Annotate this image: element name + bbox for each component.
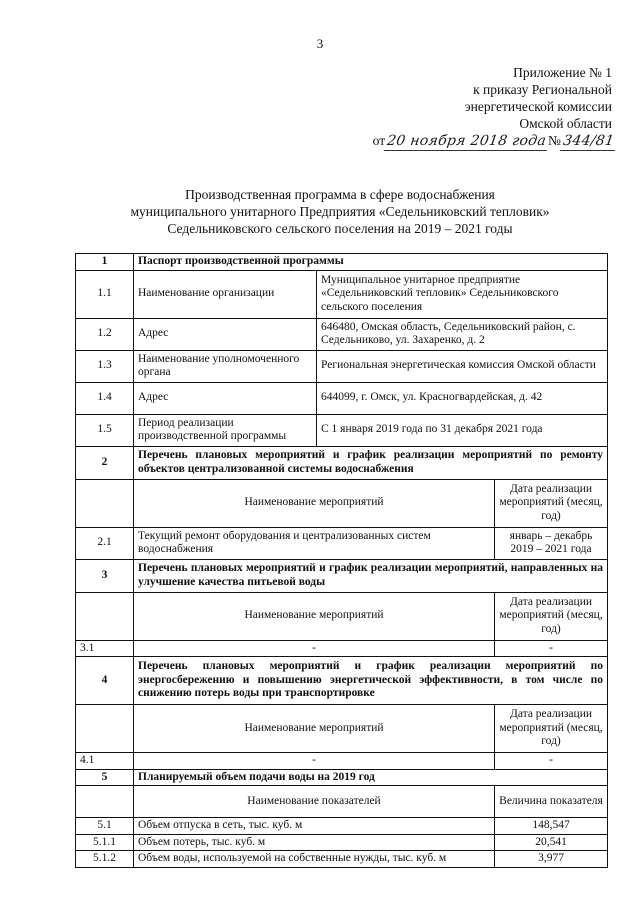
column-header-row xyxy=(76,786,608,818)
column-header-name: Наименование показателей xyxy=(134,786,495,818)
handwritten-number: 344/81 xyxy=(560,133,618,151)
row-number: 4.1 xyxy=(76,753,134,770)
column-header-value: Величина показателя xyxy=(495,786,608,818)
title-line-2: муниципального унитарного Предприятия «Седельниковский тепловик» xyxy=(130,204,550,219)
row-label: Период реализации производственной программы xyxy=(134,414,317,446)
row-number: 3.1 xyxy=(76,640,134,657)
appendix-line-2: к приказу Региональной xyxy=(473,82,612,97)
empty-cell xyxy=(76,705,134,753)
row-number: 1.1 xyxy=(76,270,134,318)
row-value: Региональная энергетическая комиссия Омской области xyxy=(317,350,608,382)
section-title: Перечень плановых мероприятий и график реализации мероприятий по энергосбережению и повышению энергетической эффективности, в том числе по снижению потерь воды при транспортировке xyxy=(134,657,608,705)
row-number: 5.1.1 xyxy=(76,834,134,851)
section-title: Перечень плановых мероприятий и график реализации мероприятий по ремонту объектов централизованной системы водоснабжения xyxy=(134,446,608,479)
row-date: январь – декабрь 2019 – 2021 года xyxy=(495,527,608,559)
row-value: 646480, Омская область, Седельниковский район, с. Седельниково, ул. Захаренко, д. 2 xyxy=(317,318,608,350)
row-name: Текущий ремонт оборудования и централизованных систем водоснабжения xyxy=(134,527,495,559)
column-header-row xyxy=(76,705,608,753)
row-value: 20,541 xyxy=(495,834,608,851)
table-row xyxy=(76,818,608,835)
table-row xyxy=(76,753,608,770)
row-label: Адрес xyxy=(134,318,317,350)
appendix-line-3: энергетической комиссии xyxy=(464,99,612,114)
row-name: Объем отпуска в сеть, тыс. куб. м xyxy=(134,818,495,835)
table-row xyxy=(76,640,608,657)
row-number: 5.1 xyxy=(76,818,134,835)
order-date-number xyxy=(372,132,616,151)
column-header-date: Дата реализации мероприятий (месяц, год) xyxy=(495,592,608,640)
number-label: № xyxy=(548,133,561,148)
empty-cell xyxy=(76,479,134,527)
page-number: 3 xyxy=(316,36,324,51)
appendix-block xyxy=(372,64,616,151)
column-header-name: Наименование мероприятий xyxy=(134,592,495,640)
section-header-row xyxy=(76,657,608,705)
column-header-date: Дата реализации мероприятий (месяц, год) xyxy=(495,479,608,527)
column-header-row xyxy=(76,592,608,640)
section-number: 5 xyxy=(76,769,134,786)
program-table xyxy=(75,253,608,868)
row-name: - xyxy=(134,753,495,770)
row-date: - xyxy=(495,640,608,657)
section-title: Планируемый объем подачи воды на 2019 год xyxy=(134,769,608,786)
table-row xyxy=(76,318,608,350)
row-name: Объем потерь, тыс. куб. м xyxy=(134,834,495,851)
appendix-line-4: Омской области xyxy=(519,116,612,131)
column-header-date: Дата реализации мероприятий (месяц, год) xyxy=(495,705,608,753)
appendix-line-1: Приложение № 1 xyxy=(513,65,612,80)
row-value: С 1 января 2019 года по 31 декабря 2021 года xyxy=(317,414,608,446)
column-header-name: Наименование мероприятий xyxy=(134,479,495,527)
table-row xyxy=(76,382,608,414)
row-value: Муниципальное унитарное предприятие «Седельниковский тепловик» Седельниковского сельского поселения xyxy=(317,270,608,318)
column-header-name: Наименование мероприятий xyxy=(134,705,495,753)
row-value: 644099, г. Омск, ул. Красногвардейская, д. 42 xyxy=(317,382,608,414)
row-value: 3,977 xyxy=(495,851,608,868)
row-name: Объем воды, используемой на собственные нужды, тыс. куб. м xyxy=(134,851,495,868)
section-header-row xyxy=(76,446,608,479)
title-line-1: Производственная программа в сфере водоснабжения xyxy=(185,187,495,202)
section-title: Паспорт производственной программы xyxy=(134,254,608,271)
row-number: 2.1 xyxy=(76,527,134,559)
section-number: 1 xyxy=(76,254,134,271)
section-header-row xyxy=(76,254,608,271)
title-line-3: Седельниковского сельского поселения на 2019 – 2021 годы xyxy=(167,221,513,236)
section-number: 3 xyxy=(76,559,134,592)
table-row xyxy=(76,527,608,559)
row-number: 1.2 xyxy=(76,318,134,350)
empty-cell xyxy=(76,592,134,640)
from-label: от xyxy=(372,133,386,148)
row-label: Наименование организации xyxy=(134,270,317,318)
table-row xyxy=(76,270,608,318)
table-row xyxy=(76,414,608,446)
row-date: - xyxy=(495,753,608,770)
section-header-row xyxy=(76,769,608,786)
row-number: 5.1.2 xyxy=(76,851,134,868)
table-row xyxy=(76,851,608,868)
row-label: Наименование уполномоченного органа xyxy=(134,350,317,382)
table-row xyxy=(76,834,608,851)
empty-cell xyxy=(76,786,134,818)
document-title xyxy=(40,186,640,237)
section-number: 4 xyxy=(76,657,134,705)
row-label: Адрес xyxy=(134,382,317,414)
column-header-row xyxy=(76,479,608,527)
row-number: 1.4 xyxy=(76,382,134,414)
row-number: 1.3 xyxy=(76,350,134,382)
section-title: Перечень плановых мероприятий и график реализации мероприятий, направленных на улучшение качества питьевой воды xyxy=(134,559,608,592)
row-name: - xyxy=(134,640,495,657)
row-number: 1.5 xyxy=(76,414,134,446)
section-number: 2 xyxy=(76,446,134,479)
handwritten-date: 20 ноября 2018 года xyxy=(384,133,549,151)
section-header-row xyxy=(76,559,608,592)
row-value: 148,547 xyxy=(495,818,608,835)
table-row xyxy=(76,350,608,382)
